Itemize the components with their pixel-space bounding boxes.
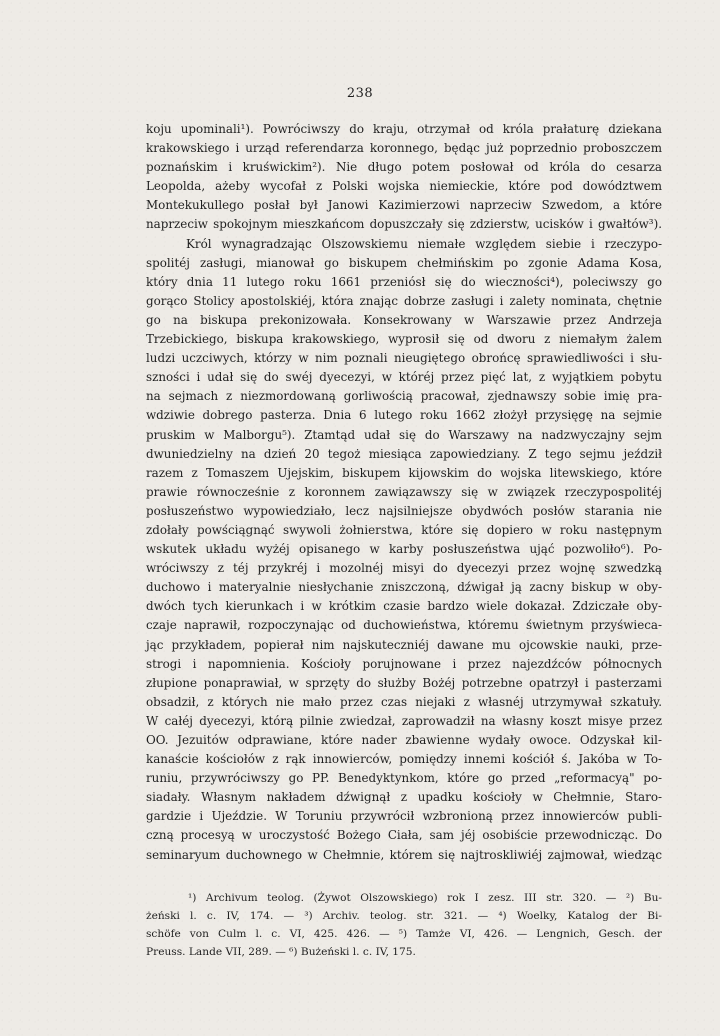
text-line: razem z Tomaszem Ujejskim, biskupem kijowskim do wojska litewskiego, które xyxy=(146,465,662,480)
text-line: jąc przykładem, popierał nim najskuteczniéj dawane mu ojcowskie nauki, prze- xyxy=(146,637,662,652)
text-line: kanaście kościołów z rąk innowierców, pomiędzy innemi kościół ś. Jakóba w To- xyxy=(146,752,662,767)
text-line: Leopolda, ażeby wycofał z Polski wojska niemieckie, które pod dowództwem xyxy=(146,179,662,194)
text-line: który dnia 11 lutego roku 1661 przeniósł się do wieczności⁴), poleciwszy go xyxy=(146,274,662,289)
text-line: strogi i napomnienia. Kościoły porujnowane i przez najezdźców północnych xyxy=(146,656,662,671)
text-line: obsadził, z których nie mało przez czas niejaki z własnéj utrzymywał szkatuły. xyxy=(146,694,662,709)
main-text xyxy=(146,120,662,865)
text-line: dwuniedzielny na dzień 20 tegoż miesiąca zapowiedziany. Z tego sejmu jeździł xyxy=(146,446,662,461)
text-line: Trzebickiego, biskupa krakowskiego, wyprosił się od dworu z niemałym żalem xyxy=(146,332,662,347)
footnote-line: Preuss. Lande VII, 289. — ⁶) Bużeński l. c. IV, 175. xyxy=(146,946,416,958)
text-line: na sejmach z niezmordowaną gorliwością pracował, zjednawszy sobie imię pra- xyxy=(146,389,662,404)
text-line: W całéj dyecezyi, którą pilnie zwiedzał, zaprowadził na własny koszt misye przez xyxy=(146,713,662,728)
text-line: pruskim w Malborgu⁵). Ztamtąd udał się do Warszawy na nadzwyczajny sejm xyxy=(146,427,662,442)
text-line: wdziwie dobrego pasterza. Dnia 6 lutego roku 1662 złożył przysięgę na sejmie xyxy=(146,408,662,423)
text-line: naprzeciw spokojnym mieszkańcom dopuszczały się zdzierstw, ucisków i gwałtów³). xyxy=(146,217,662,232)
text-line: spolitéj zasługi, mianował go biskupem chełmińskim po zgonie Adama Kosa, xyxy=(146,255,662,270)
text-line: go na biskupa prekonizowała. Konsekrowany w Warszawie przez Andrzeja xyxy=(146,312,662,327)
text-line: OO. Jezuitów odprawiane, które nader zbawienne wydały owoce. Odzyskał kil- xyxy=(146,733,662,747)
text-line: duchowo i materyalnie niesłychanie zniszczoną, dźwigał ją zacny biskup w oby- xyxy=(146,580,662,595)
text-line: gorąco Stolicy apostolskiéj, która znając dobrze zasługi i zalety nominata, chętnie xyxy=(146,293,662,308)
text-line: posłuszeństwo wypowiedziało, lecz najsilniejsze obydwóch posłów starania nie xyxy=(146,503,662,518)
text-line: czną procesyą w uroczystość Bożego Ciała, sam jéj osobiście przewodnicząc. Do xyxy=(146,828,662,843)
text-line: prawie równocześnie z koronnem zawiązawszy się w związek rzeczypospolitéj xyxy=(146,484,662,499)
text-line: krakowskiego i urząd referendarza koronnego, będąc już poprzednio proboszczem xyxy=(146,141,662,156)
text-line: złupione ponaprawiał, w sprzęty do służby Bożéj potrzebne opatrzył i pasterzami xyxy=(146,675,662,690)
footnotes xyxy=(146,889,662,961)
text-line: koju upominali¹). Powróciwszy do kraju, otrzymał od króla prałaturę dziekana xyxy=(146,122,662,136)
text-line: czaje naprawił, rozpoczynając od duchowieństwa, któremu świetnym przyświeca- xyxy=(146,618,662,633)
text-line: Montekukullego posłał był Janowi Kazimierzowi naprzeciw Szwedom, a które xyxy=(146,198,662,213)
text-line: Król wynagradzając Olszowskiemu niemałe względem siebie i rzeczypo- xyxy=(186,236,662,251)
text-line: dwóch tych kierunkach i w krótkim czasie bardzo wiele dokazał. Zdziczałe oby- xyxy=(146,599,662,614)
text-line: poznańskim i kruświckim²). Nie długo potem posłował od króla do cesarza xyxy=(146,160,662,175)
text-line: szności i udał się do swéj dyecezyi, w któréj przez pięć lat, z wyjątkiem pobytu xyxy=(146,370,662,385)
text-line: zdołały powściągnąć swywoli żołnierstwa, które się dopiero w roku następnym xyxy=(146,522,662,537)
text-line: runiu, przywróciwszy go PP. Benedyktynkom, które go przed „reformacyą" po- xyxy=(146,771,662,786)
footnote-line: ¹) Archivum teolog. (Żywot Olszowskiego) rok I zesz. III str. 320. — ²) Bu- xyxy=(188,892,662,904)
footnote-line: schöfe von Culm l. c. VI, 425. 426. — ⁵) Tamże VI, 426. — Lengnich, Gesch. der xyxy=(146,928,662,940)
footnote-line: żeński l. c. IV, 174. — ³) Archiv. teolog. str. 321. — ⁴) Woelky, Katalog der Bi- xyxy=(146,910,662,922)
text-line: siadały. Własnym nakładem dźwignął z upadku kościoły w Chełmnie, Staro- xyxy=(146,790,662,805)
text-line: gardzie i Ujeździe. W Toruniu przywrócił wzbronioną przez innowierców publi- xyxy=(146,809,662,824)
text-line: seminaryum duchownego w Chełmnie, którem się najtroskliwiéj zajmował, wiedząc xyxy=(146,847,662,862)
page-number: 238 xyxy=(346,86,374,101)
text-line: wskutek układu wyżéj opisanego w karby posłuszeństwa ująć pozwoliło⁶). Po- xyxy=(146,542,662,557)
text-line: ludzi uczciwych, którzy w nim poznali nieugiętego obrońcę sprawiedliwości i słu- xyxy=(146,351,662,366)
text-line: wróciwszy z téj przykréj i mozolnéj misyi do dyecezyi przez wojnę szwedzką xyxy=(146,561,662,576)
